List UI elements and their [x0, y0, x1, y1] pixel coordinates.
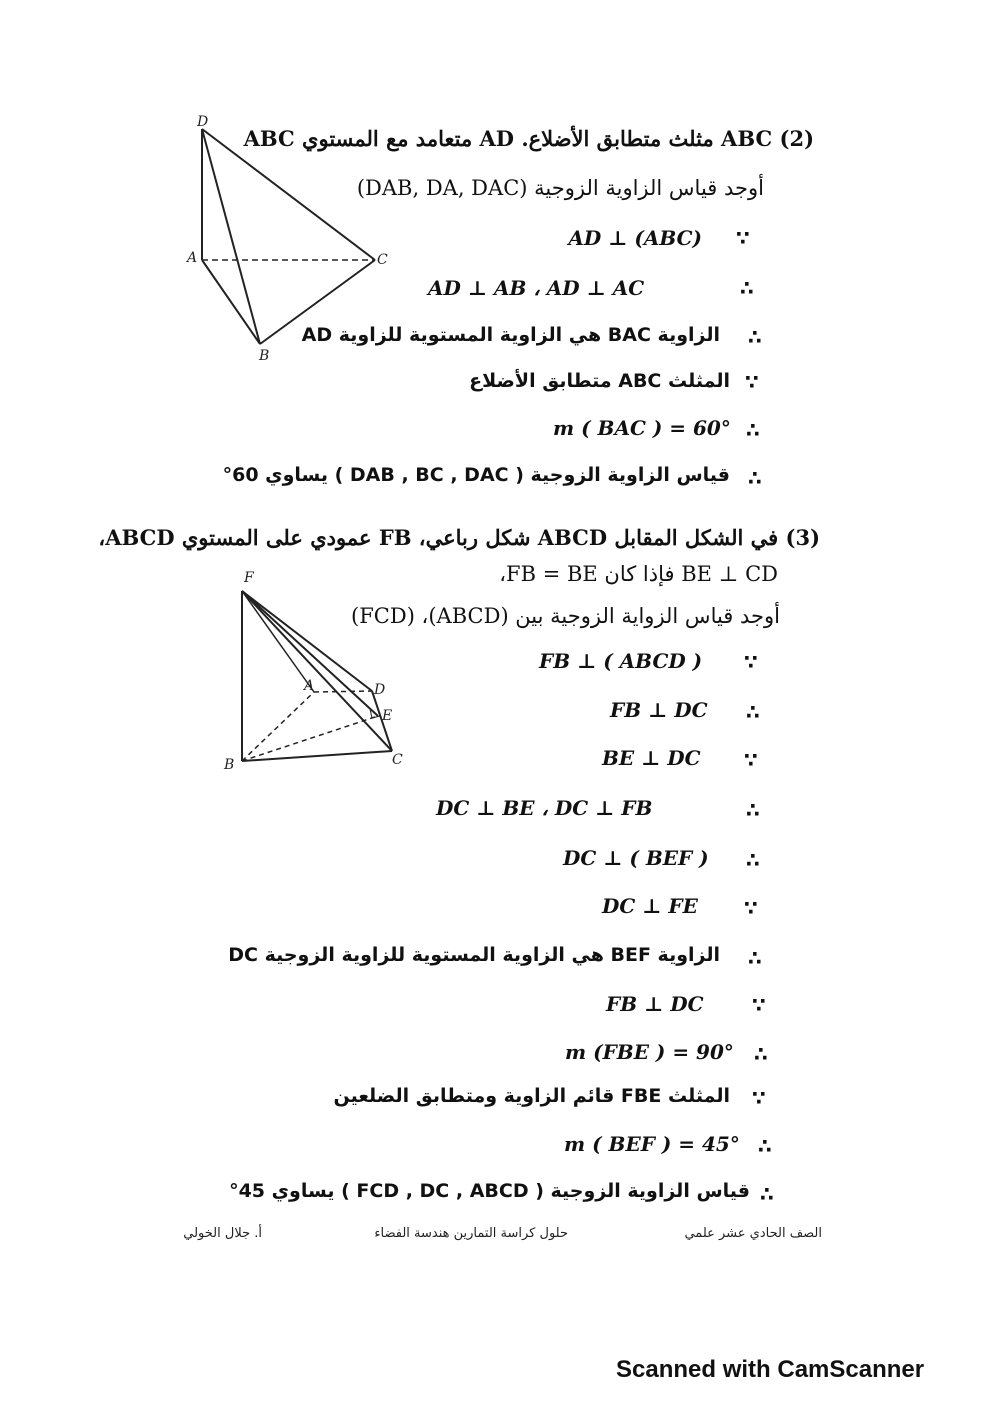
vertex-label-a: A	[304, 678, 315, 694]
vertex-label-d: D	[374, 682, 386, 698]
because-symbol: ∵	[744, 748, 758, 772]
problem2-question: أوجد قياس الزاوية الزوجية (DAB, DA, DAC)	[356, 176, 764, 200]
camscanner-watermark: Scanned with CamScanner	[616, 1356, 925, 1383]
problem2-statement: (2) ABC مثلث متطابق الأضلاع. AD متعامد مع المستوي ABC	[243, 126, 814, 151]
problem3-conclusion: قياس الزاوية الزوجية ( FCD , DC , ABCD ) يساوي 45°	[229, 1180, 750, 1202]
problem2-line-2-text: AD ⊥ AB ، AD ⊥ AC	[428, 276, 645, 300]
vertex-label-c: C	[392, 752, 403, 768]
problem3-statement-2: BE ⊥ CD فإذا كان FB = BE،	[499, 562, 778, 586]
problem3-line-6-text: DC ⊥ FE	[602, 894, 698, 918]
therefore-symbol: ∴	[746, 848, 760, 872]
problem3-line-7-text: الزاوية BEF هي الزاوية المستوية للزاوية الزوجية DC	[228, 944, 720, 966]
problem3-statement: (3) في الشكل المقابل ABCD شكل رباعي، FB عمودي على المستوي ABCD،	[98, 525, 820, 550]
therefore-symbol: ∴	[754, 1042, 768, 1066]
footer-subject: حلول كراسة التمارين هندسة الفضاء	[374, 1226, 568, 1241]
vertex-label-a: A	[187, 250, 198, 266]
therefore-symbol: ∴	[740, 276, 754, 300]
problem3-line-10-text: المثلث FBE قائم الزاوية ومتطابق الضلعين	[333, 1085, 730, 1107]
problem3-line-4-text: DC ⊥ BE ، DC ⊥ FB	[436, 796, 653, 820]
therefore-symbol: ∴	[748, 325, 762, 349]
problem3-line-11-text: m ( BEF ) = 45°	[564, 1132, 740, 1156]
because-symbol: ∵	[752, 1086, 766, 1110]
vertex-label-e: E	[382, 708, 393, 724]
because-symbol: ∵	[752, 993, 766, 1017]
because-symbol: ∵	[744, 650, 758, 674]
pyramid-figure-3	[222, 566, 412, 776]
vertex-label-b: B	[259, 348, 270, 364]
therefore-symbol: ∴	[758, 1134, 772, 1158]
therefore-symbol: ∴	[760, 1182, 774, 1206]
problem3-line-5-text: DC ⊥ ( BEF )	[563, 846, 709, 870]
therefore-symbol: ∴	[746, 700, 760, 724]
problem2-conclusion: قياس الزاوية الزوجية ( DAB , BC , DAC ) يساوي 60°	[222, 464, 730, 486]
footer-teacher: أ. جلال الخولي	[183, 1226, 262, 1241]
footer-grade: الصف الحادي عشر علمي	[684, 1226, 822, 1241]
therefore-symbol: ∴	[746, 418, 760, 442]
because-symbol: ∵	[744, 896, 758, 920]
therefore-symbol: ∴	[746, 798, 760, 822]
problem3-line-2-text: FB ⊥ DC	[610, 698, 708, 722]
problem3-line-3-text: BE ⊥ DC	[602, 746, 701, 770]
because-symbol: ∵	[745, 370, 759, 394]
problem3-question: أوجد قياس الزواية الزوجية بين (ABCD)، (FCD)	[351, 604, 780, 628]
vertex-label-b: B	[224, 757, 235, 773]
problem3-line-1-text: FB ⊥ ( ABCD )	[539, 649, 703, 673]
because-symbol: ∵	[736, 226, 750, 250]
vertex-label-f: F	[244, 570, 254, 586]
vertex-label-c: C	[377, 252, 388, 268]
vertex-label-d: D	[197, 114, 209, 130]
problem2-line-1-text: AD ⊥ (ABC)	[568, 226, 702, 250]
problem2-line-5-text: m ( BAC ) = 60°	[553, 416, 731, 440]
problem3-line-8-text: FB ⊥ DC	[606, 992, 704, 1016]
therefore-symbol: ∴	[748, 946, 762, 970]
problem2-line-3-text: الزاوية BAC هي الزاوية المستوية للزاوية AD	[301, 324, 720, 346]
problem3-line-9-text: m (FBE ) = 90°	[565, 1040, 734, 1064]
therefore-symbol: ∴	[748, 466, 762, 490]
problem2-line-4-text: المثلث ABC متطابق الأضلاع	[469, 370, 730, 392]
